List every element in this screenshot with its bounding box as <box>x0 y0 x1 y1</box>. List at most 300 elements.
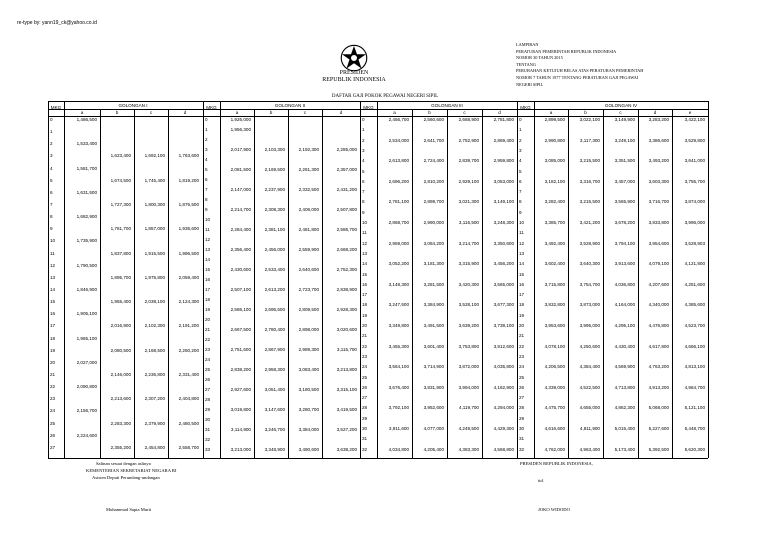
mkg-value: 30 <box>205 417 211 422</box>
mkg-value: 24 <box>519 364 525 370</box>
mkg-column-right-border <box>534 101 535 458</box>
annex-line: PERATURAN PEMERINTAH REPUBLIK INDONESIA <box>516 48 617 54</box>
salary-cell: 3,149,900 <box>614 117 635 122</box>
salary-cell: 2,059,400 <box>178 274 199 280</box>
mkg-value: 18 <box>50 335 56 341</box>
salary-cell: 1,533,400 <box>76 141 97 147</box>
mkg-value: 5 <box>362 168 365 174</box>
salary-cell: 1,955,400 <box>110 299 131 305</box>
salary-cell: 4,522,500 <box>579 384 600 390</box>
left-signatory: Muhammad Sapta Murti <box>106 507 152 512</box>
mkg-value: 24 <box>50 408 56 414</box>
salary-cell: 4,206,500 <box>544 364 565 370</box>
subcolumn-header: d <box>339 110 343 115</box>
subcolumn-header: b <box>269 110 273 115</box>
salary-cell: 1,857,000 <box>144 226 165 232</box>
salary-cell: 3,493,200 <box>648 158 669 164</box>
subcolumn-header: b <box>428 110 431 115</box>
mkg-value: 22 <box>519 343 525 349</box>
salary-cell: 2,533,400 <box>264 267 285 272</box>
mkg-value: 18 <box>362 302 368 308</box>
mkg-value: 29 <box>205 407 211 412</box>
salary-cell: 3,115,700 <box>336 347 357 352</box>
mkg-value: 26 <box>50 432 56 438</box>
mkg-value: 27 <box>519 395 525 401</box>
salary-cell: 3,528,100 <box>458 302 479 308</box>
salary-cell: 2,016,900 <box>110 323 131 329</box>
salary-cell: 3,213,800 <box>336 367 357 372</box>
salary-cell: 2,431,200 <box>336 187 357 192</box>
salary-cell: 1,735,900 <box>76 238 97 244</box>
salary-cell: 2,929,100 <box>458 178 479 184</box>
salary-cell: 2,810,200 <box>423 178 444 184</box>
subcolumn-header: b <box>584 110 587 115</box>
salary-cell: 4,250,600 <box>579 343 600 349</box>
salary-cell: 5,015,400 <box>614 426 635 432</box>
salary-cell: 1,790,500 <box>76 262 97 268</box>
salary-cell: 2,667,500 <box>230 327 251 332</box>
mkg-value: 10 <box>205 217 211 222</box>
salary-cell: 4,294,000 <box>493 405 514 411</box>
mkg-value: 31 <box>519 436 525 442</box>
salary-cell: 1,956,300 <box>230 127 251 132</box>
table-bottom-border <box>48 458 708 459</box>
salary-cell: 1,965,100 <box>76 335 97 341</box>
mkg-value: 14 <box>50 287 56 292</box>
salary-cell: 2,898,000 <box>298 327 319 332</box>
mkg-value: 8 <box>519 199 522 205</box>
mkg-value: 16 <box>50 311 56 317</box>
salary-cell: 2,379,900 <box>144 420 165 426</box>
salary-cell: 2,958,300 <box>264 367 285 372</box>
salary-cell: 1,996,500 <box>178 250 199 256</box>
salary-cell: 3,491,500 <box>423 323 444 329</box>
subcolumn-header: c <box>463 110 466 115</box>
mkg-value: 4 <box>519 158 522 164</box>
mkg-value: 1 <box>519 127 522 133</box>
mkg-value: 21 <box>519 333 525 339</box>
salary-cell: 3,421,200 <box>579 220 600 226</box>
salary-cell: 2,723,700 <box>298 287 319 292</box>
salary-cell: 4,811,900 <box>579 426 600 432</box>
annex-line: TENTANG <box>516 61 536 67</box>
salary-cell: 4,569,900 <box>614 364 635 370</box>
mkg-value: 7 <box>205 187 208 192</box>
mkg-value: 21 <box>50 372 56 377</box>
salary-cell: 5,448,700 <box>684 426 705 432</box>
mkg-value: 11 <box>362 230 367 236</box>
salary-cell: 3,492,400 <box>544 240 565 246</box>
salary-cell: 3,215,500 <box>579 158 600 164</box>
mkg-column-left-border <box>203 101 204 458</box>
salary-cell: 1,926,000 <box>230 117 251 122</box>
salary-cell: 4,475,700 <box>544 405 565 411</box>
salary-cell: 3,739,100 <box>493 323 514 329</box>
mkg-value: 12 <box>519 240 525 246</box>
salary-cell: 2,404,800 <box>178 396 199 402</box>
mkg-value: 9 <box>205 207 208 212</box>
salary-cell: 3,316,700 <box>579 178 600 184</box>
salary-cell: 3,638,200 <box>336 447 357 452</box>
salary-cell: 2,959,800 <box>493 158 514 164</box>
mkg-value: 8 <box>50 214 53 220</box>
mkg-value: 25 <box>205 367 211 372</box>
salary-cell: 3,953,600 <box>544 323 565 329</box>
mkg-value: 14 <box>205 257 211 262</box>
mkg-value: 22 <box>205 337 211 342</box>
salary-cell: 3,213,000 <box>230 447 251 452</box>
salary-cell: 4,121,800 <box>684 261 705 267</box>
mkg-value: 14 <box>362 261 368 267</box>
salary-cell: 3,283,200 <box>648 117 669 122</box>
salary-cell: 4,862,300 <box>614 405 635 411</box>
salary-cell: 2,192,300 <box>298 147 319 152</box>
group-header: GOLONGAN II <box>274 102 306 108</box>
salary-cell: 2,103,300 <box>264 147 285 152</box>
salary-cell: 3,246,700 <box>264 427 285 432</box>
salary-cell: 1,631,500 <box>76 189 97 195</box>
salary-cell: 1,905,100 <box>76 311 97 317</box>
mkg-value: 16 <box>362 281 368 287</box>
salary-cell: 2,156,700 <box>76 408 97 414</box>
salary-cell: 2,586,700 <box>336 227 357 232</box>
salary-cell: 3,051,400 <box>264 387 285 392</box>
mkg-value: 10 <box>519 220 525 226</box>
salary-cell: 3,052,200 <box>388 261 409 267</box>
salary-cell: 3,384,000 <box>298 427 319 432</box>
salary-cell: 2,752,300 <box>336 267 357 272</box>
salary-cell: 1,819,200 <box>178 177 199 183</box>
salary-cell: 4,655,000 <box>579 405 600 411</box>
mkg-header: MKG <box>363 105 374 110</box>
mkg-value: 32 <box>519 446 525 452</box>
salary-cell: 4,617,800 <box>648 343 669 349</box>
salary-cell: 2,781,800 <box>493 117 514 122</box>
mkg-value: 19 <box>519 312 525 318</box>
mkg-value: 31 <box>362 436 368 442</box>
mkg-value: 22 <box>362 343 368 349</box>
salary-cell: 5,068,000 <box>648 405 669 411</box>
salary-cell: 2,927,600 <box>230 387 251 392</box>
salary-cell: 3,601,400 <box>423 343 444 349</box>
salary-cell: 5,173,400 <box>614 446 635 452</box>
mkg-value: 17 <box>50 323 56 329</box>
salary-cell: 2,990,800 <box>544 137 565 143</box>
salary-cell: 3,528,900 <box>579 240 600 246</box>
salary-cell: 2,168,500 <box>144 347 165 353</box>
mkg-value: 12 <box>362 240 368 246</box>
salary-cell: 1,486,500 <box>76 117 97 122</box>
salary-cell: 1,781,700 <box>110 226 131 232</box>
salary-cell: 3,457,000 <box>614 178 635 184</box>
salary-cell: 2,752,900 <box>458 137 479 143</box>
salary-cell: 2,613,200 <box>264 287 285 292</box>
salary-cell: 3,715,800 <box>544 281 565 287</box>
salary-cell: 4,964,700 <box>684 384 705 390</box>
salary-cell: 1,975,800 <box>144 274 165 280</box>
salary-cell: 3,386,600 <box>648 137 669 143</box>
salary-cell: 3,954,600 <box>648 240 669 246</box>
mkg-value: 7 <box>362 189 365 195</box>
salary-cell: 2,507,100 <box>230 287 251 292</box>
mkg-value: 13 <box>362 250 368 256</box>
salary-cell: 2,080,500 <box>110 347 131 353</box>
salary-cell: 2,147,000 <box>230 187 251 192</box>
salary-cell: 2,283,300 <box>110 420 131 426</box>
salary-cell: 2,454,800 <box>144 444 165 450</box>
mkg-value: 15 <box>205 267 211 272</box>
mkg-value: 0 <box>50 117 53 122</box>
subcolumn-header: d <box>183 110 187 115</box>
salary-cell: 2,146,000 <box>110 372 131 377</box>
salary-cell: 2,989,300 <box>298 347 319 352</box>
mkg-value: 23 <box>519 353 525 359</box>
table-right-border <box>708 101 709 458</box>
salary-cell: 2,640,600 <box>298 267 319 272</box>
salary-cell: 2,928,300 <box>336 307 357 312</box>
salary-cell: 3,640,300 <box>579 261 600 267</box>
ministry-name: KEMENTERIAN SEKRETARIAT NEGARA RI <box>86 468 177 473</box>
salary-cell: 2,668,900 <box>458 117 479 122</box>
salary-cell: 3,996,000 <box>684 220 705 226</box>
salary-cell: 3,833,800 <box>648 220 669 226</box>
subcolumn-header: a <box>549 110 553 115</box>
mkg-value: 28 <box>205 397 211 402</box>
salary-cell: 3,716,700 <box>648 199 669 205</box>
salary-cell: 2,017,900 <box>230 147 251 152</box>
salary-cell: 2,534,000 <box>388 137 409 143</box>
mkg-value: 33 <box>205 447 211 452</box>
salary-cell: 2,668,200 <box>336 247 357 252</box>
salary-cell: 4,035,800 <box>493 364 514 370</box>
mkg-value: 1 <box>50 129 53 135</box>
salary-cell: 4,913,200 <box>648 384 669 390</box>
salary-cell: 1,623,400 <box>110 153 131 159</box>
salary-cell: 3,282,400 <box>544 199 565 205</box>
mkg-column-right-border <box>64 101 65 458</box>
mkg-value: 25 <box>519 374 525 380</box>
mkg-value: 6 <box>50 189 53 195</box>
emblem-caption-president: PRESIDEN <box>339 70 369 76</box>
salary-cell: 2,124,300 <box>178 299 199 305</box>
salary-cell: 2,838,900 <box>336 287 357 292</box>
mkg-value: 0 <box>362 117 365 122</box>
group-header: GOLONGAN IV <box>604 102 638 108</box>
salary-cell: 2,780,400 <box>264 327 285 332</box>
salary-cell: 2,090,800 <box>76 384 97 390</box>
table-title: DAFTAR GAJI POKOK PEGAWAI NEGERI SIPIL <box>331 94 439 99</box>
subcolumn-header: c <box>619 110 622 115</box>
salary-cell: 1,915,500 <box>144 250 165 256</box>
salary-cell: 1,682,900 <box>76 214 97 220</box>
mkg-value: 11 <box>205 227 210 232</box>
group-header: GOLONGAN III <box>431 102 463 108</box>
retype-credit: re-type by: yann19_ck@yahoo.co.id <box>17 20 97 26</box>
salary-cell: 2,224,600 <box>76 432 97 438</box>
salary-cell: 2,332,500 <box>298 187 319 192</box>
salary-cell: 4,079,100 <box>648 261 669 267</box>
salary-cell: 3,181,300 <box>423 261 444 267</box>
salary-cell: 4,963,400 <box>579 446 600 452</box>
salary-cell: 3,114,900 <box>230 427 251 432</box>
mkg-column-left-border <box>360 101 361 458</box>
salary-cell: 1,837,800 <box>110 250 131 256</box>
subcolumn-header: b <box>115 110 119 115</box>
salary-cell: 5,620,300 <box>684 446 705 452</box>
mkg-value: 5 <box>519 168 522 174</box>
salary-cell: 2,284,400 <box>230 227 251 232</box>
salary-cell: 4,251,600 <box>684 281 705 287</box>
salary-cell: 3,677,300 <box>493 302 514 308</box>
mkg-value: 6 <box>362 178 365 184</box>
mkg-value: 12 <box>205 237 211 242</box>
mkg-value: 18 <box>519 302 525 308</box>
salary-cell: 3,281,500 <box>423 281 444 287</box>
salary-cell: 2,724,400 <box>423 158 444 164</box>
salary-cell: 5,392,500 <box>648 446 669 452</box>
mkg-value: 20 <box>50 359 56 365</box>
mkg-value: 15 <box>50 299 56 305</box>
mkg-value: 16 <box>205 277 211 282</box>
salary-cell: 2,507,800 <box>336 207 357 212</box>
salary-cell: 2,308,300 <box>264 207 285 212</box>
salary-cell: 2,214,700 <box>230 207 251 212</box>
mkg-value: 27 <box>205 387 211 392</box>
president-title: PRESIDEN REPUBLIK INDONESIA, <box>520 461 593 466</box>
mkg-value: 20 <box>519 323 525 329</box>
mkg-value: 17 <box>362 292 368 298</box>
mkg-column-right-border <box>377 101 378 458</box>
salary-cell: 3,754,700 <box>579 281 600 287</box>
salary-cell: 3,419,500 <box>336 407 357 412</box>
salary-cell: 3,350,600 <box>493 240 514 246</box>
salary-cell: 2,559,900 <box>298 247 319 252</box>
salary-cell: 2,331,400 <box>178 372 199 377</box>
mkg-value: 6 <box>205 177 208 182</box>
salary-cell: 1,745,400 <box>144 177 165 183</box>
salary-cell: 4,385,600 <box>684 302 705 308</box>
mkg-column-left-border <box>517 101 518 458</box>
salary-cell: 4,763,200 <box>648 364 669 370</box>
salary-cell: 4,523,700 <box>684 323 705 329</box>
right-signatory: JOKO WIDODO <box>538 507 570 512</box>
mkg-column-left-border <box>48 101 49 458</box>
salary-cell: 3,022,100 <box>579 117 600 122</box>
salary-cell: 4,568,800 <box>493 446 514 452</box>
mkg-value: 11 <box>519 230 524 236</box>
mkg-header: MKG <box>206 105 217 110</box>
mkg-value: 7 <box>50 202 53 207</box>
salary-cell: 4,384,400 <box>579 364 600 370</box>
salary-cell: 2,809,500 <box>298 307 319 312</box>
mkg-value: 3 <box>50 153 53 159</box>
salary-cell: 3,147,600 <box>264 407 285 412</box>
salary-cell: 1,692,100 <box>144 153 165 159</box>
salary-cell: 2,381,100 <box>264 227 285 232</box>
salary-cell: 3,565,000 <box>493 281 514 287</box>
salary-cell: 4,036,800 <box>614 281 635 287</box>
mkg-value: 4 <box>362 158 365 164</box>
salary-cell: 3,249,100 <box>614 137 635 143</box>
salary-cell: 3,148,300 <box>388 281 409 287</box>
salary-cell: 3,248,300 <box>493 220 514 226</box>
salary-cell: 2,169,500 <box>264 167 285 172</box>
salary-cell: 3,755,700 <box>684 178 705 184</box>
salary-cell: 3,565,900 <box>614 199 635 205</box>
mkg-value: 3 <box>519 147 522 153</box>
emblem-caption-republic: REPUBLIK INDONESIA <box>322 77 386 83</box>
mkg-value: 25 <box>50 420 56 426</box>
mkg-value: 32 <box>362 446 368 452</box>
mkg-value: 19 <box>205 307 211 312</box>
salary-cell: 4,616,600 <box>544 426 565 432</box>
mkg-value: 18 <box>205 297 211 302</box>
salary-cell: 2,236,800 <box>144 372 165 377</box>
mkg-value: 31 <box>205 427 211 432</box>
mkg-value: 17 <box>205 287 211 292</box>
salary-cell: 3,180,500 <box>298 387 319 392</box>
salary-cell: 3,149,100 <box>493 199 514 205</box>
mkg-value: 1 <box>362 127 365 133</box>
annex-line: NOMOR 30 TAHUN 2015 <box>516 55 563 61</box>
salary-cell: 3,676,400 <box>388 384 409 390</box>
mkg-value: 4 <box>50 165 53 171</box>
mkg-value: 23 <box>50 396 56 402</box>
salary-cell: 2,481,800 <box>298 227 319 232</box>
mkg-value: 10 <box>362 220 368 226</box>
salary-cell: 2,213,600 <box>110 396 131 402</box>
salary-cell: 3,351,500 <box>614 158 635 164</box>
mkg-value: 9 <box>362 209 365 215</box>
salary-cell: 3,422,100 <box>684 117 705 122</box>
salary-cell: 3,053,000 <box>493 178 514 184</box>
salary-cell: 3,247,500 <box>388 302 409 308</box>
salary-cell: 4,162,900 <box>493 384 514 390</box>
salary-cell: 4,249,500 <box>458 426 479 432</box>
salary-cell: 3,214,700 <box>458 240 479 246</box>
mkg-value: 26 <box>362 384 368 390</box>
salary-cell: 2,260,200 <box>178 347 199 353</box>
salary-cell: 2,430,600 <box>230 267 251 272</box>
salary-cell: 3,639,200 <box>458 323 479 329</box>
mkg-value: 28 <box>519 405 525 411</box>
salary-cell: 3,832,800 <box>544 302 565 308</box>
mkg-value: 16 <box>519 281 525 287</box>
salary-cell: 3,528,903 <box>684 240 705 246</box>
mkg-value: 2 <box>205 137 208 142</box>
salary-cell: 2,261,300 <box>298 167 319 172</box>
salary-cell: 3,455,300 <box>388 343 409 349</box>
subcolumn-header: c <box>149 110 153 115</box>
salary-cell: 3,911,600 <box>388 426 409 432</box>
salary-cell: 1,763,600 <box>178 153 199 159</box>
salary-cell: 3,527,200 <box>336 427 357 432</box>
salary-cell: 3,952,600 <box>423 405 444 411</box>
mkg-value: 0 <box>519 117 522 122</box>
mkg-value: 30 <box>362 426 368 432</box>
salary-cell: 3,912,600 <box>493 343 514 349</box>
subcolumn-header: a <box>80 110 84 115</box>
salary-cell: 5,121,100 <box>684 405 705 411</box>
salary-cell: 2,558,700 <box>178 444 199 450</box>
subcolumn-header: d <box>653 110 657 115</box>
salary-cell: 4,077,000 <box>423 426 444 432</box>
salary-cell: 4,119,700 <box>458 405 479 411</box>
salary-cell: 2,613,800 <box>388 158 409 164</box>
salary-cell: 3,753,800 <box>458 343 479 349</box>
mkg-value: 5 <box>205 167 208 172</box>
salary-cell: 3,792,100 <box>388 405 409 411</box>
